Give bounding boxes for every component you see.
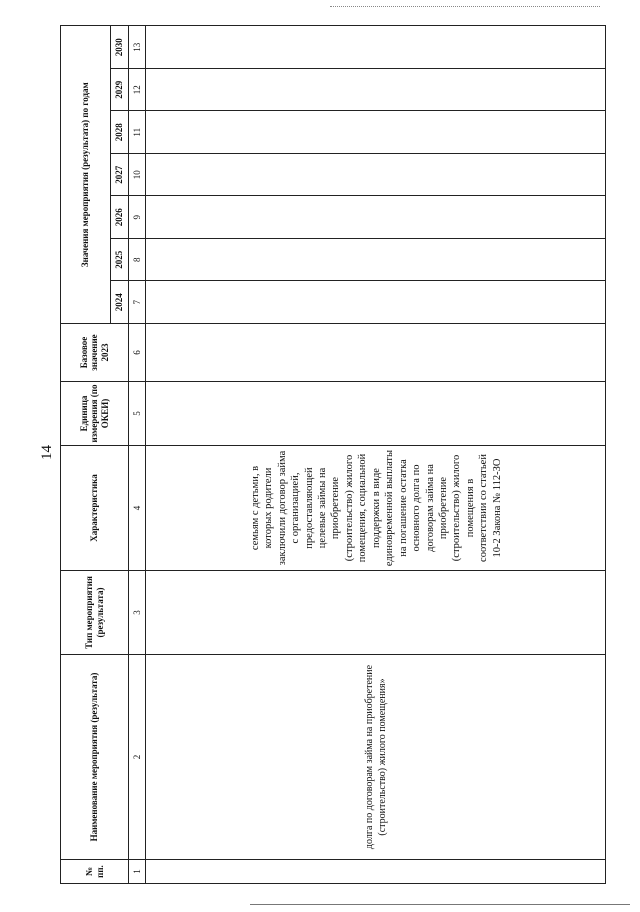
column-number: 5 [129,382,146,446]
header-year: 2024 [111,281,129,324]
column-number: 6 [129,324,146,382]
header-year: 2030 [111,26,129,69]
column-number: 1 [129,860,146,884]
header-type: Тип мероприятия (результата) [61,571,129,655]
column-number: 2 [129,655,146,860]
header-unit: Единица измерения (по ОКЕИ) [61,382,129,446]
row-characteristic: семьям с детьми, в которых родители заключили договор займа с организацией, предоставляющей целевые займы на приобретение (строительство) жилого помещения, социальной поддержки в виде единовременной выплаты на погашение остатка основного долга по договорам займа на приобретение (строительство) жилого помещения в соответствии со статьей 10-2 Закона № 112-ЗО [146,446,606,571]
header-base: Базовое значение 2023 [61,324,129,382]
row-year-value [146,154,606,197]
row-unit [146,382,606,446]
column-number: 4 [129,446,146,571]
column-number: 12 [129,69,146,112]
page-number: 14 [39,445,55,460]
table-row [146,26,606,884]
header-no: № пп. [61,860,129,884]
scan-edge-top [330,6,600,7]
header-year: 2029 [111,69,129,112]
header-values-by-year: Значения мероприятия (результата) по годам [61,26,111,324]
row-year-value [146,281,606,324]
column-number: 7 [129,281,146,324]
column-number: 3 [129,571,146,655]
header-year: 2028 [111,111,129,154]
row-name: долга по договорам займа на приобретение (строительство) жилого помещения» [146,655,606,860]
column-number: 8 [129,239,146,282]
measures-table [60,25,606,884]
column-number: 10 [129,154,146,197]
row-no [146,860,606,884]
column-number: 13 [129,26,146,69]
header-year: 2026 [111,196,129,239]
header-year: 2027 [111,154,129,197]
header-name: Наименование мероприятия (результата) [61,655,129,860]
column-number: 9 [129,196,146,239]
row-base [146,324,606,382]
row-year-value [146,111,606,154]
column-number: 11 [129,111,146,154]
header-year: 2025 [111,239,129,282]
row-year-value [146,26,606,69]
row-year-value [146,196,606,239]
header-characteristic: Характеристика [61,446,129,571]
measures-table-wrap [60,26,606,884]
row-type [146,571,606,655]
row-year-value [146,239,606,282]
scan-edge-bottom [250,904,630,905]
row-year-value [146,69,606,112]
